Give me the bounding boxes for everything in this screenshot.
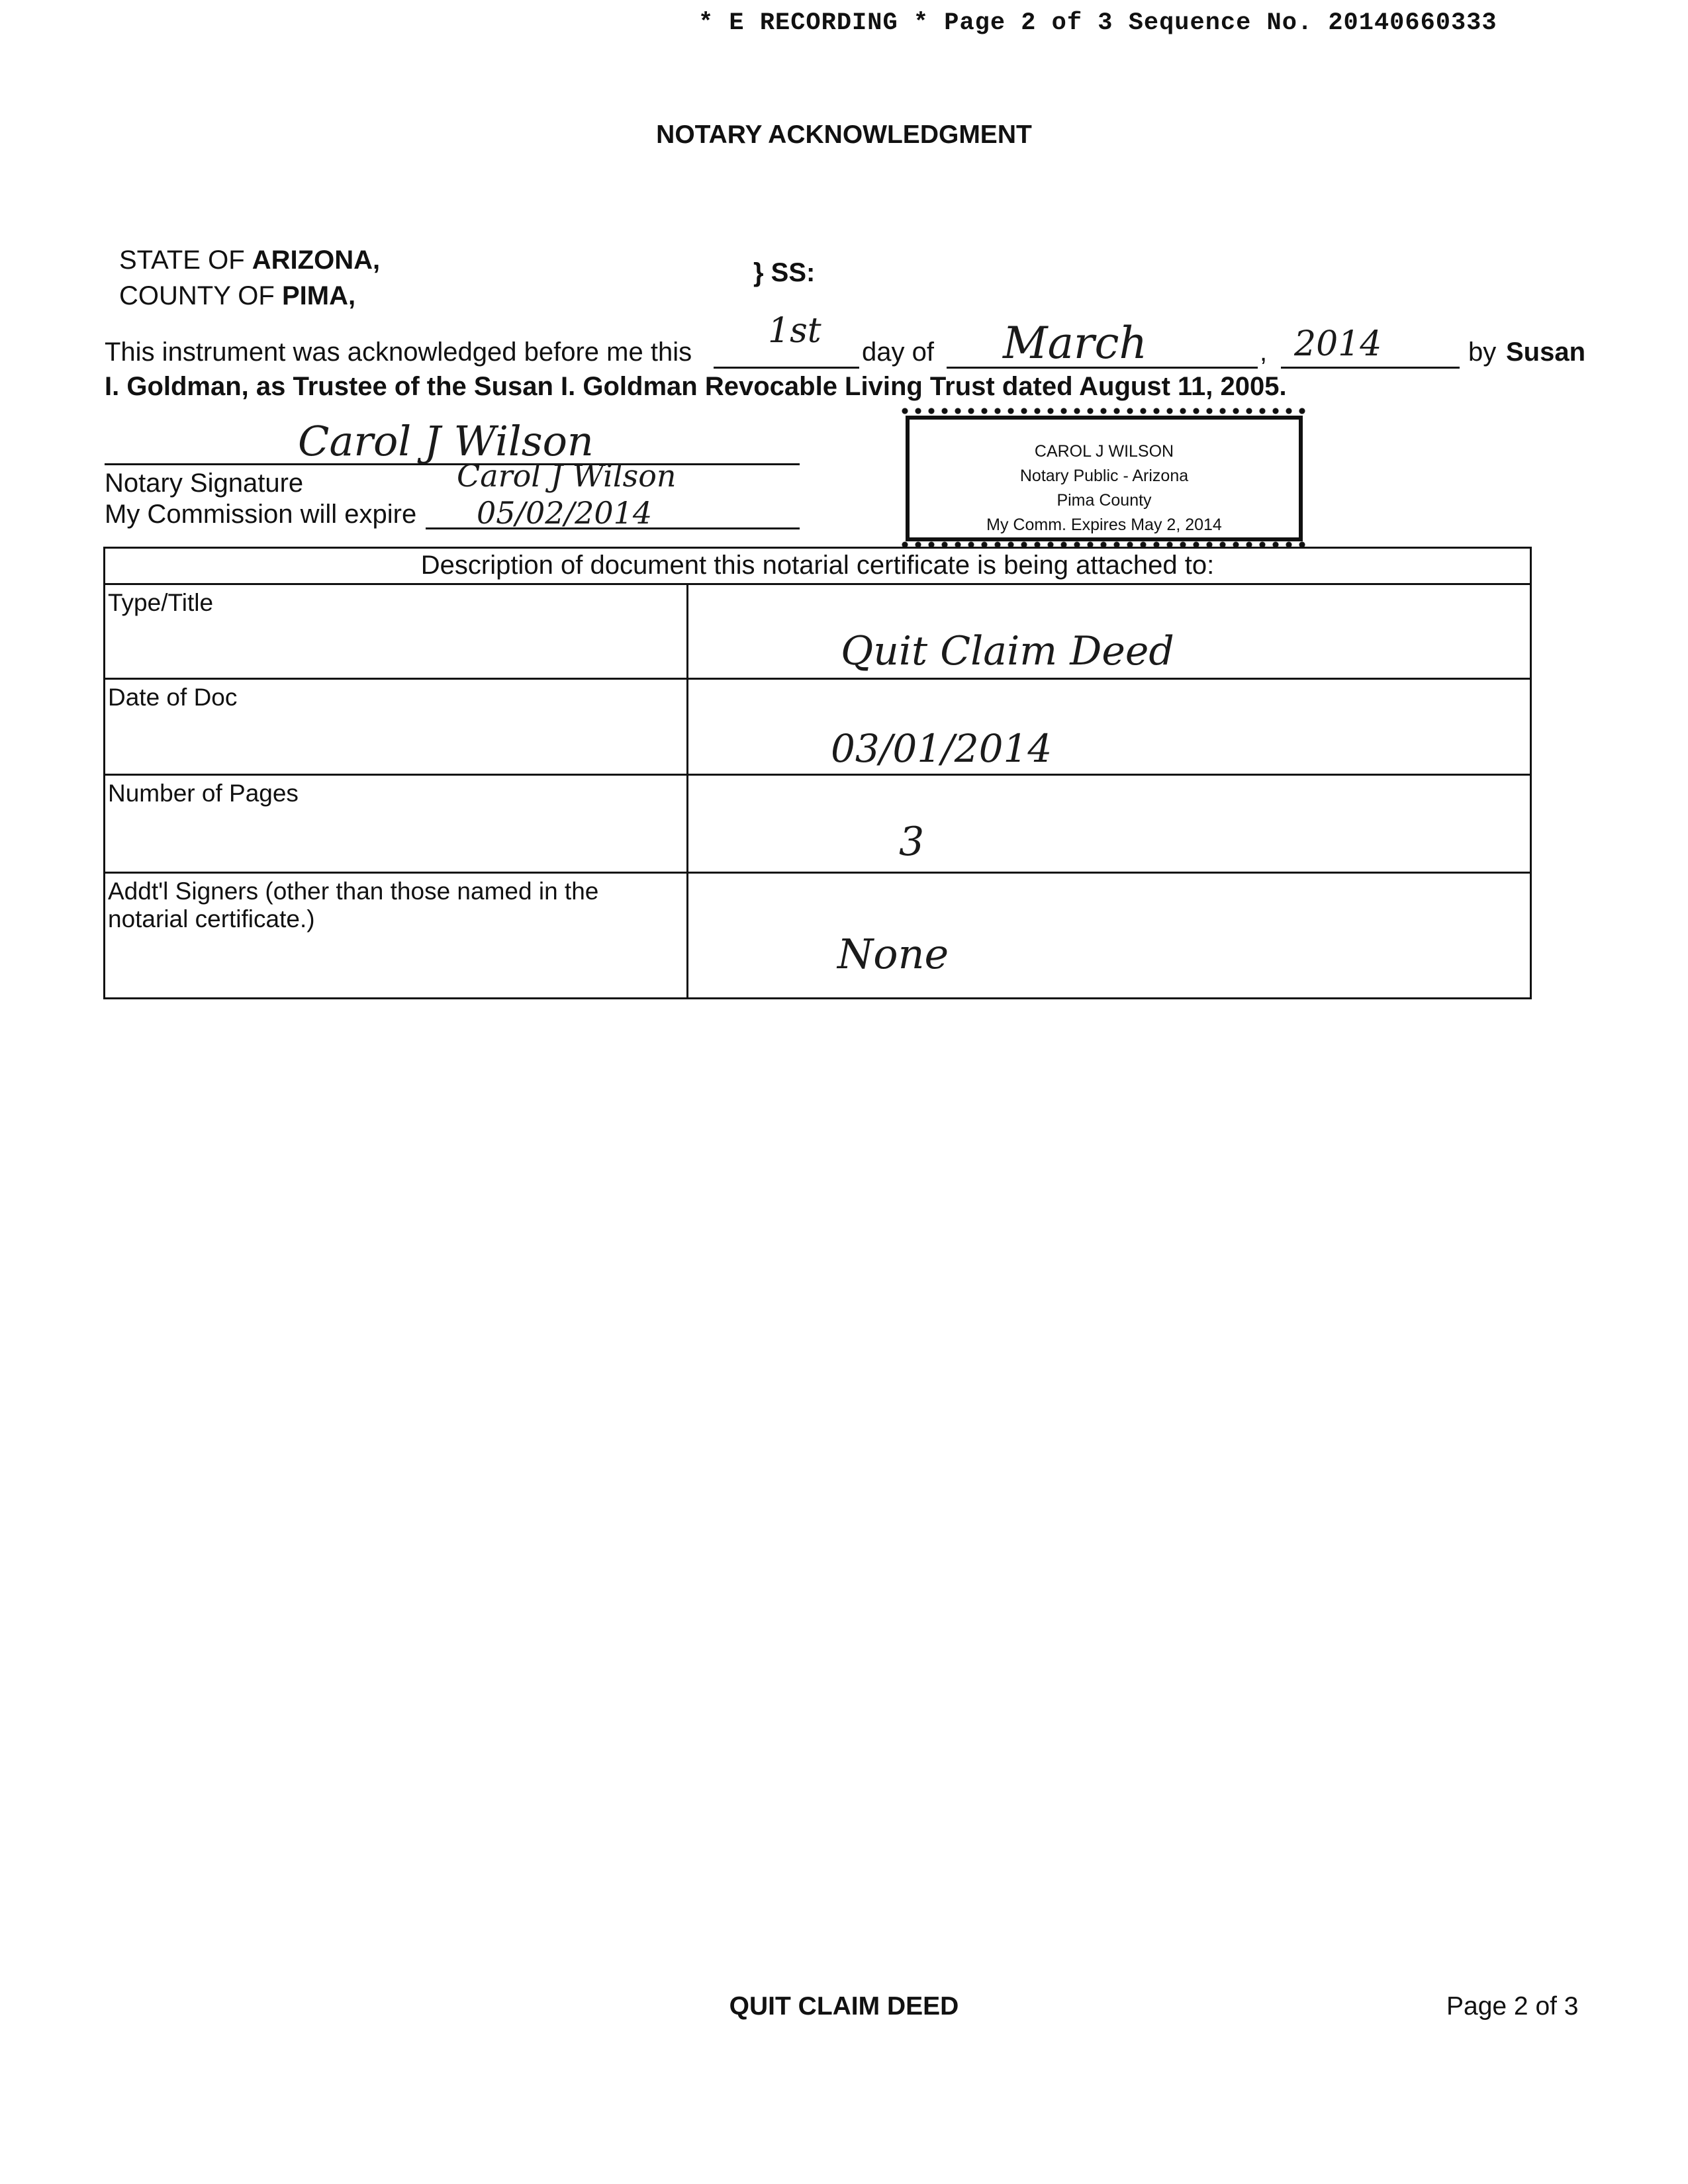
ack-lead: This instrument was acknowledged before me this bbox=[105, 338, 692, 367]
type-title-handwritten: Quit Claim Deed bbox=[841, 628, 1174, 674]
by-label: by bbox=[1468, 338, 1497, 367]
year-handwritten: 2014 bbox=[1294, 324, 1382, 364]
ss-mark: } SS: bbox=[753, 258, 816, 287]
county-prefix: COUNTY OF bbox=[119, 281, 275, 310]
recording-header: * E RECORDING * Page 2 of 3 Sequence No. 20140660333 bbox=[698, 9, 1497, 37]
month-handwritten: March bbox=[1003, 318, 1147, 369]
stamp-expiration: My Comm. Expires May 2, 2014 bbox=[986, 516, 1222, 534]
county-line bbox=[119, 278, 380, 314]
document-description-table bbox=[103, 547, 1532, 999]
venue-block bbox=[119, 242, 380, 314]
day-blank bbox=[714, 367, 859, 369]
stamp-name: CAROL J WILSON bbox=[1034, 442, 1174, 461]
footer-page-number: Page 2 of 3 bbox=[1446, 1992, 1579, 2021]
table-heading: Description of document this notarial certificate is being attached to: bbox=[105, 548, 1531, 584]
notary-stamp bbox=[906, 416, 1303, 541]
stamp-title: Notary Public - Arizona bbox=[1019, 467, 1189, 485]
county-name: PIMA, bbox=[281, 281, 356, 310]
row-label: Number of Pages bbox=[105, 775, 688, 873]
table-row bbox=[105, 584, 1531, 679]
row-value bbox=[688, 584, 1531, 679]
commission-handwritten: 05/02/2014 bbox=[477, 495, 653, 531]
stamp-county: Pima County bbox=[1056, 491, 1152, 510]
signature-label: Notary Signature bbox=[105, 469, 304, 498]
table-row bbox=[105, 679, 1531, 775]
footer-document-title: QUIT CLAIM DEED bbox=[729, 1992, 959, 2021]
signer-first-name: Susan bbox=[1506, 338, 1586, 367]
row-label: Type/Title bbox=[105, 584, 688, 679]
state-name: ARIZONA, bbox=[252, 246, 381, 275]
row-value bbox=[688, 775, 1531, 873]
day-of-label: day of bbox=[862, 338, 934, 367]
year-blank bbox=[1281, 367, 1460, 369]
state-line bbox=[119, 242, 380, 278]
table-row bbox=[105, 873, 1531, 999]
row-value bbox=[688, 679, 1531, 775]
document-title: NOTARY ACKNOWLEDGMENT bbox=[656, 120, 1032, 149]
notary-signature-handwritten: Carol J Wilson bbox=[298, 417, 594, 465]
comma-mark: , bbox=[1260, 338, 1268, 367]
row-value bbox=[688, 873, 1531, 999]
day-handwritten: 1st bbox=[768, 311, 821, 351]
notary-printed-name-handwritten: Carol J Wilson bbox=[457, 458, 677, 494]
row-label: Addt'l Signers (other than those named in the notarial certificate.) bbox=[105, 873, 688, 999]
additional-signers-handwritten: None bbox=[837, 930, 949, 978]
row-label: Date of Doc bbox=[105, 679, 688, 775]
stamp-border-top bbox=[900, 406, 1308, 416]
page-count-handwritten: 3 bbox=[899, 819, 925, 865]
acknowledgment-line bbox=[105, 338, 692, 367]
date-of-doc-handwritten: 03/01/2014 bbox=[831, 726, 1053, 771]
trust-line: I. Goldman, as Trustee of the Susan I. Goldman Revocable Living Trust dated August 11, 2005. bbox=[105, 372, 1287, 401]
state-prefix: STATE OF bbox=[119, 246, 245, 275]
table-row bbox=[105, 775, 1531, 873]
commission-label: My Commission will expire bbox=[105, 500, 417, 529]
